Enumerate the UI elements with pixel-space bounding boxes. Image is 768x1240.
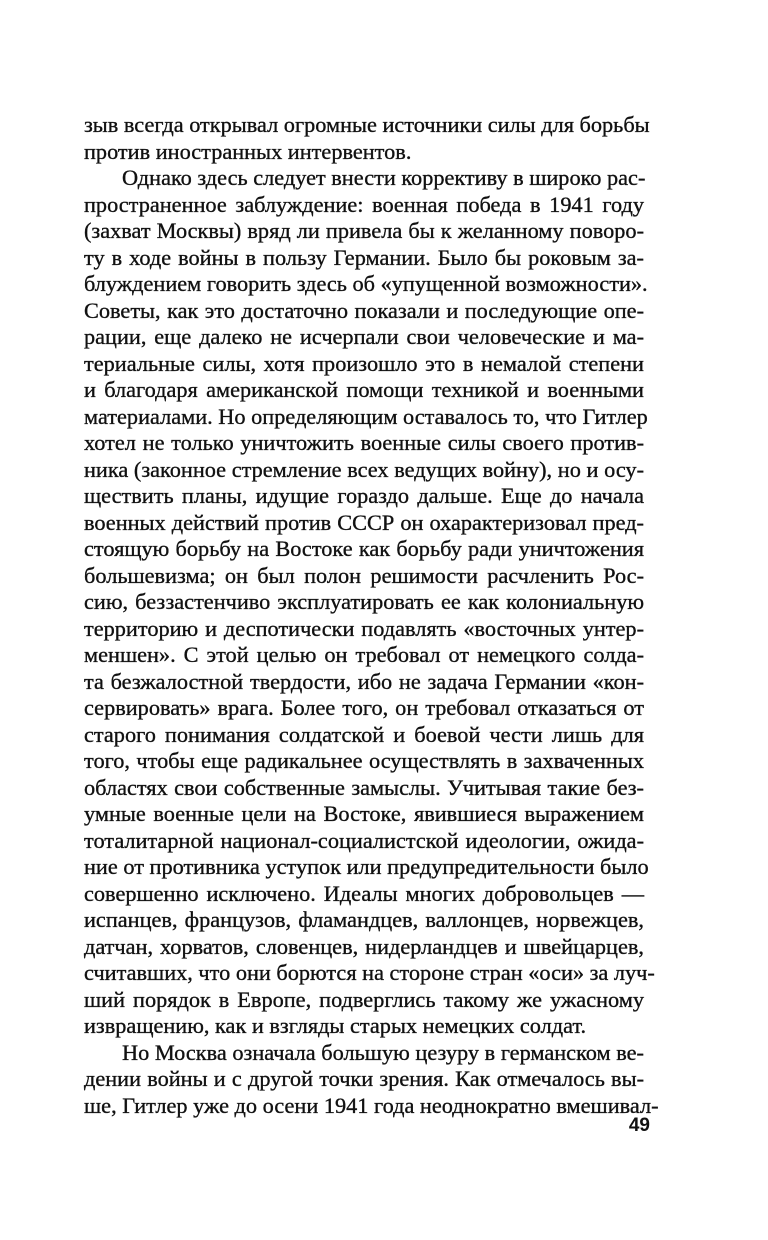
text-line: Советы, как это достаточно показали и последующие опе- — [84, 297, 644, 323]
text-line: сию, беззастенчиво эксплуатировать ее как колониальную — [84, 589, 644, 614]
text-line: военных действий против СССР он охарактеризовал пред- — [84, 509, 644, 535]
text-line: умные военные цели на Востоке, явившиеся выражением — [84, 801, 644, 826]
text-line: против иностранных интервентов. — [84, 138, 412, 164]
text-line: и благодаря американской помощи техникой и военными — [84, 377, 644, 402]
paragraph — [84, 165, 655, 1040]
text-line: того, чтобы еще радикальнее осуществлять в захваченных — [84, 748, 644, 773]
page-text — [84, 112, 659, 1119]
paragraph — [84, 1039, 659, 1120]
text-line: стоящую борьбу на Востоке как борьбу ради уничтожения — [84, 536, 644, 561]
text-line: ту в ходе войны в пользу Германии. Было бы роковым за- — [84, 244, 644, 270]
text-line: ника (законное стремление всех ведущих войну), но и осу- — [84, 456, 644, 482]
text-line: Но Москва означала большую цезуру в германском ве- — [122, 1039, 644, 1065]
text-line: областях свои собственные замыслы. Учитывая такие без- — [84, 774, 644, 800]
text-line: извращению, как и взгляды старых немецких солдат. — [84, 1013, 587, 1038]
text-line: Однако здесь следует внести коррективу в широко рас- — [122, 165, 646, 190]
paragraph — [84, 112, 650, 165]
text-line: датчан, хорватов, словенцев, нидерландцев и швейцарцев, — [84, 933, 644, 959]
text-line: зыв всегда открывал огромные источники силы для борьбы — [84, 112, 650, 137]
page-number: 49 — [628, 1115, 650, 1136]
text-line: сервировать» врага. Более того, он требовал отказаться от — [84, 695, 644, 720]
text-line: ший порядок в Европе, подверглись такому же ужасному — [84, 986, 644, 1012]
text-line: пространенное заблуждение: военная победа в 1941 году — [84, 191, 644, 217]
text-line: тоталитарной национал-социалистской идеологии, ожида- — [84, 827, 644, 853]
text-line: меншен». С этой целью он требовал от немецкого солда- — [84, 642, 644, 667]
text-line: ществить планы, идущие гораздо дальше. Еще до начала — [84, 483, 644, 508]
text-line: та безжалостной твердости, ибо не задача Германии «кон- — [84, 668, 644, 694]
text-line: считавших, что они борются на стороне стран «оси» за луч- — [84, 960, 655, 985]
text-line: ние от противника уступок или предупредительности было — [84, 854, 649, 879]
text-line: рации, еще далеко не исчерпали свои человеческие и ма- — [84, 324, 644, 349]
text-line: старого понимания солдатской и боевой чести лишь для — [84, 721, 644, 747]
text-line: территорию и деспотически подавлять «восточных унтер- — [84, 615, 644, 641]
text-line: (захват Москвы) вряд ли привела бы к желанному поворо- — [84, 218, 644, 243]
text-line: ше, Гитлер уже до осени 1941 года неоднократно вмешивал- — [84, 1092, 659, 1118]
text-line: дении войны и с другой точки зрения. Как отмечалось вы- — [84, 1066, 644, 1091]
text-line: материалами. Но определяющим оставалось то, что Гитлер — [84, 403, 648, 429]
text-line: блуждением говорить здесь об «упущенной возможности». — [84, 271, 648, 296]
text-line: териальные силы, хотя произошло это в немалой степени — [84, 350, 644, 376]
text-line: хотел не только уничтожить военные силы своего против- — [84, 430, 644, 455]
text-line: испанцев, французов, фламандцев, валлонцев, норвежцев, — [84, 907, 644, 932]
text-line: совершенно исключено. Идеалы многих добровольцев — — [84, 880, 644, 906]
text-line: большевизма; он был полон решимости расчленить Рос- — [84, 562, 644, 588]
